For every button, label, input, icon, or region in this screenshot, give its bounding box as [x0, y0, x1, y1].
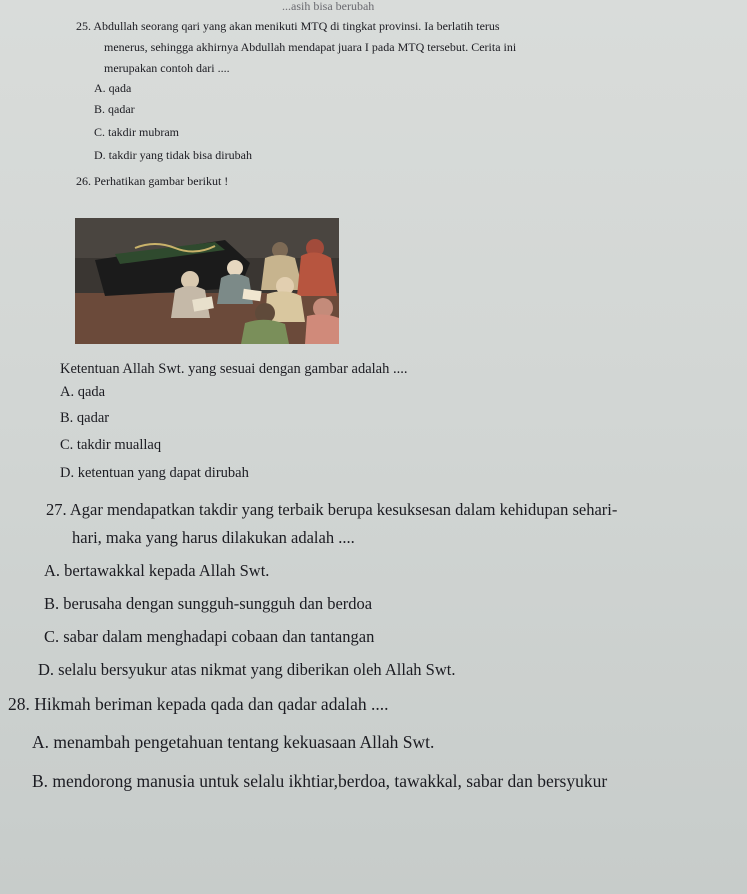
question-26-question: Ketentuan Allah Swt. yang sesuai dengan gambar adalah .... [60, 361, 408, 377]
question-25-option-a[interactable]: A. qada [94, 81, 132, 95]
question-26-option-c[interactable]: C. takdir muallaq [60, 437, 162, 453]
question-26-option-b[interactable]: B. qadar [60, 410, 110, 426]
question-25-stem-line-2: menerus, sehingga akhirnya Abdullah mendapat juara I pada MTQ tersebut. Cerita ini [104, 40, 517, 54]
question-26-option-d[interactable]: D. ketentuan yang dapat dirubah [60, 465, 249, 481]
cut-off-header-text: ...asih bisa berubah [282, 0, 375, 13]
question-27-option-a[interactable]: A. bertawakkal kepada Allah Swt. [44, 561, 270, 580]
question-27-option-c[interactable]: C. sabar dalam menghadapi cobaan dan tantangan [44, 627, 375, 646]
question-27-option-b[interactable]: B. berusaha dengan sungguh-sungguh dan berdoa [44, 594, 373, 613]
question-25-stem-line-1: 25. Abdullah seorang qari yang akan menikuti MTQ di tingkat provinsi. Ia berlatih terus [76, 19, 500, 33]
question-25-stem-line-3: merupakan contoh dari .... [104, 61, 230, 75]
question-25-option-b[interactable]: B. qadar [94, 102, 135, 116]
mourning-scene-icon [75, 218, 339, 344]
question-28-stem: 28. Hikmah beriman kepada qada dan qadar adalah .... [8, 694, 389, 714]
question-28-option-a[interactable]: A. menambah pengetahuan tentang kekuasaan Allah Swt. [32, 732, 435, 752]
question-26-illustration [75, 218, 339, 344]
question-25-option-d[interactable]: D. takdir yang tidak bisa dirubah [94, 148, 252, 162]
question-27-stem-line-2: hari, maka yang harus dilakukan adalah .... [72, 528, 355, 547]
question-26-option-a[interactable]: A. qada [60, 384, 106, 400]
question-25-option-c[interactable]: C. takdir mubram [94, 125, 179, 139]
question-28-option-b[interactable]: B. mendorong manusia untuk selalu ikhtiar,berdoa, tawakkal, sabar dan bersyukur [32, 771, 608, 791]
question-27-option-d[interactable]: D. selalu bersyukur atas nikmat yang diberikan oleh Allah Swt. [38, 660, 456, 679]
question-26-stem: 26. Perhatikan gambar berikut ! [76, 174, 229, 188]
question-27-stem-line-1: 27. Agar mendapatkan takdir yang terbaik berupa kesuksesan dalam kehidupan sehari- [46, 500, 618, 519]
